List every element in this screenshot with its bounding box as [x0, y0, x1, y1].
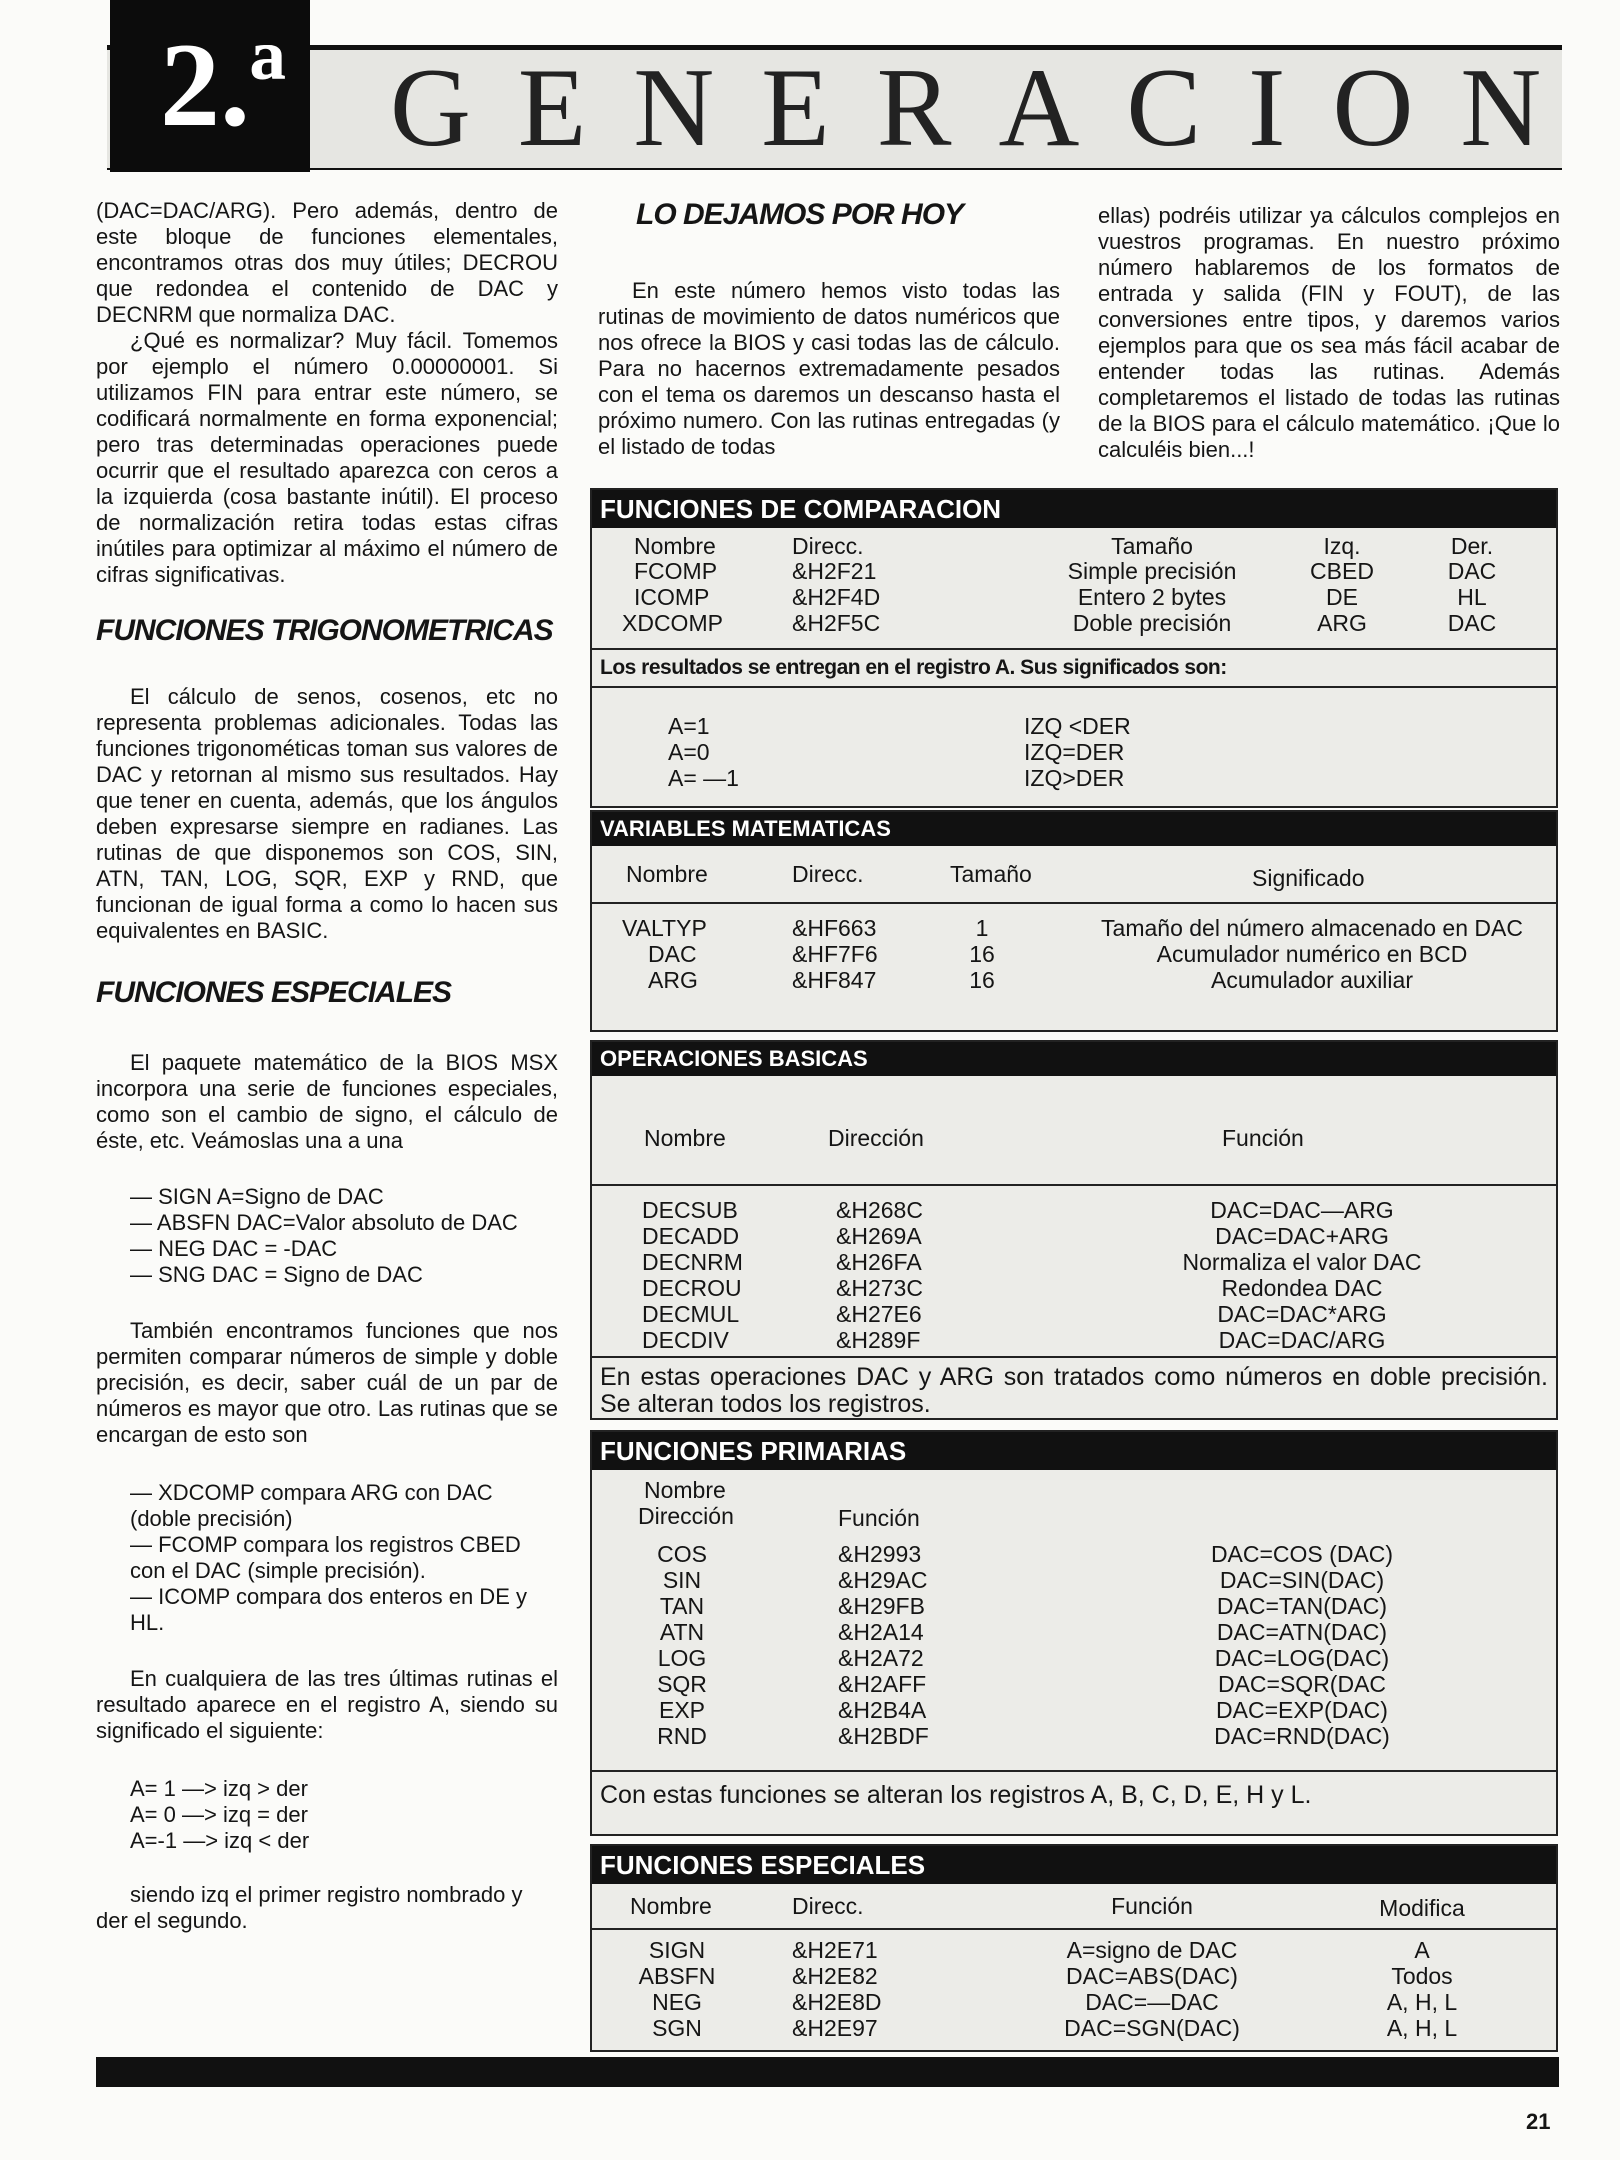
section-heading: FUNCIONES ESPECIALES — [96, 976, 452, 1009]
paragraph: El cálculo de senos, cosenos, etc no representa problemas adicionales. Todas las funciones trigonométicas toman sus valores de DAC y retornan al mismo sus resultados. Hay que tener en cuenta, además, que los ángulos deben expresarse siempre en radianes. Las rutinas de que disponemos son COS, SIN, ATN, TAN, LOG, SQR, EXP y RND, que funcionan de igual forma a como lo hacen sus equivalentes en BASIC. — [96, 684, 558, 943]
cell: VALTYP — [622, 915, 707, 941]
cell: 1 — [975, 915, 989, 941]
list-item: — ICOMP compara dos enteros en DE y HL. — [130, 1584, 527, 1635]
cell: &H2E71 — [792, 1937, 878, 1963]
basic-ops-table — [592, 1186, 1556, 1356]
variables-table — [592, 904, 1556, 1014]
cell: &H273C — [836, 1275, 923, 1301]
cell: DECADD — [642, 1223, 740, 1249]
cell: IZQ>DER — [1024, 765, 1125, 791]
cell: &H2E82 — [792, 1963, 878, 1989]
cell: A=1 — [668, 713, 710, 739]
cell: ARG — [648, 967, 698, 993]
primary-functions-table — [592, 1470, 1556, 1770]
cell: A= —1 — [668, 765, 739, 791]
cell: DAC — [1447, 558, 1497, 584]
comparison-table — [592, 528, 1556, 648]
cell: Todos — [1391, 1963, 1453, 1989]
box-note: Con estas funciones se alteran los registros A, B, C, D, E, H y L. — [600, 1781, 1312, 1809]
cell: &H2E8D — [792, 1989, 882, 2015]
cell: DAC=DAC+ARG — [1215, 1223, 1389, 1249]
col-header: Dirección — [828, 1125, 924, 1151]
header-title: GENERACION — [390, 46, 1589, 170]
list-item: — FCOMP compara los registros CBED con el DAC (simple precisión). — [130, 1532, 521, 1583]
cell: A=0 — [668, 739, 710, 765]
paragraph: En cualquiera de las tres últimas rutinas el resultado aparece en el registro A, siendo su significado el siguiente: — [96, 1666, 558, 1743]
paragraph: En este número hemos visto todas las rutinas de movimiento de datos numéricos que nos ofrece la BIOS y casi todas las de cálculo. Para no hacernos extremadamente pesados con el tema os daremos un descanso hasta el próximo numero. Con las rutinas entregadas (y el listado de todas — [598, 278, 1060, 459]
cell: DAC=LOG(DAC) — [1214, 1645, 1390, 1671]
cell: NEG — [652, 1989, 702, 2015]
col-header: Nombre — [630, 1893, 712, 1919]
box-title: FUNCIONES DE COMPARACION — [592, 490, 1556, 528]
paragraph: También encontramos funciones que nos permiten comparar números de simple y doble precisión, es decir, saber cuál de un par de números es mayor que otro. Las rutinas que se encargan de esto son — [96, 1318, 558, 1447]
cell: Doble precisión — [1072, 610, 1232, 636]
col-header: Der. — [1450, 533, 1494, 559]
cell: DAC=SQR(DAC — [1217, 1671, 1387, 1697]
variables-box — [590, 810, 1558, 1032]
cell: ABSFN — [638, 1963, 716, 1989]
function-list — [96, 1184, 558, 1288]
cell: &H2A14 — [838, 1619, 924, 1645]
col-header: Direcc. — [792, 861, 864, 887]
cell: &H269A — [836, 1223, 922, 1249]
cell: DECMUL — [642, 1301, 740, 1327]
cell: &H29FB — [838, 1593, 925, 1619]
footer-bar — [96, 2057, 1559, 2087]
result-list — [96, 1776, 558, 1854]
cell: &HF847 — [792, 967, 877, 993]
box-title: OPERACIONES BASICAS — [592, 1042, 1556, 1076]
cell: SGN — [652, 2015, 702, 2041]
list-item: — XDCOMP compara ARG con DAC (doble precisión) — [130, 1480, 493, 1531]
cell: DE — [1326, 584, 1358, 610]
cell: SIN — [662, 1567, 702, 1593]
col-header: Función — [838, 1505, 920, 1531]
cell: &H289F — [836, 1327, 921, 1353]
basic-ops-header — [592, 1076, 1556, 1184]
primary-functions-box — [590, 1430, 1558, 1836]
cell: Acumulador auxiliar — [1211, 967, 1413, 993]
list-item: — NEG DAC = -DAC — [130, 1236, 338, 1261]
special-functions-header — [592, 1884, 1556, 1928]
cell: DAC=—DAC — [1085, 1989, 1219, 2015]
cell: DAC=ATN(DAC) — [1216, 1619, 1388, 1645]
box-note: En estas operaciones DAC y ARG son tratados como números en doble precisión. Se alteran todos los registros. — [600, 1363, 1548, 1418]
cell: EXP — [658, 1697, 706, 1723]
cell: &HF7F6 — [792, 941, 878, 967]
paragraph: (DAC=DAC/ARG). Pero además, dentro de este bloque de funciones elementales, encontramos otras dos muy útiles; DECROU que redondea el contenido de DAC y DECNRM que normaliza DAC. — [96, 198, 558, 327]
cell: HL — [1457, 584, 1487, 610]
left-column — [96, 198, 558, 1960]
cell: Entero 2 bytes — [1077, 584, 1227, 610]
cell: ICOMP — [634, 584, 710, 610]
col-header: Significado — [1252, 865, 1365, 891]
section-heading: FUNCIONES TRIGONOMETRICAS — [96, 614, 553, 647]
result-table — [592, 688, 1556, 791]
cell: Normaliza el valor DAC — [1182, 1249, 1422, 1275]
paragraph: El paquete matemático de la BIOS MSX incorpora una serie de funciones especiales, como son el cambio de signo, el cálculo de éste, etc. Veámoslas una a una — [96, 1050, 558, 1153]
paragraph: ellas) podréis utilizar ya cálculos complejos en vuestros programas. En nuestro próximo número hablaremos de los formatos de entrada y salida (FIN y FOUT), de las conversiones entre tipos, y daremos varios ejemplos para que os sea más fácil acabar de entender todas las rutinas. Además completaremos el listado de todas las rutinas de la BIOS para el cálculo matemático. ¡Que lo calculéis bien...! — [1098, 203, 1560, 462]
cell: DECNRM — [642, 1249, 743, 1275]
middle-column — [598, 198, 1060, 486]
cell: SIGN — [648, 1937, 706, 1963]
cell: A, H, L — [1386, 2015, 1458, 2041]
cell: &H2F5C — [792, 610, 881, 636]
cell: ARG — [1317, 610, 1367, 636]
cell: &H26FA — [836, 1249, 922, 1275]
cell: &HF663 — [792, 915, 877, 941]
box-subtitle: Los resultados se entregan en el registro A. Sus significados son: — [600, 656, 1227, 679]
cell: TAN — [659, 1593, 705, 1619]
cell: LOG — [657, 1645, 707, 1671]
cell: DAC=DAC/ARG — [1218, 1327, 1386, 1353]
cell: A, H, L — [1386, 1989, 1458, 2015]
comparison-box — [590, 488, 1558, 808]
page-number: 21 — [1526, 2109, 1551, 2134]
list-item: A=-1 —> izq < der — [130, 1828, 310, 1853]
special-functions-table — [592, 1930, 1556, 2048]
cell: A=signo de DAC — [1066, 1937, 1238, 1963]
cell: &H2A72 — [838, 1645, 924, 1671]
list-item: — ABSFN DAC=Valor absoluto de DAC — [130, 1210, 518, 1235]
badge-text: 2.ª — [160, 18, 286, 151]
cell: DECSUB — [642, 1197, 738, 1223]
col-header: Tamaño — [1111, 533, 1193, 559]
box-title: VARIABLES MATEMATICAS — [592, 812, 1556, 846]
cell: 16 — [969, 967, 995, 993]
cell: DAC — [1447, 610, 1497, 636]
cell: DECDIV — [642, 1327, 729, 1353]
list-item: A= 0 —> izq = der — [130, 1802, 308, 1827]
variables-header — [592, 846, 1556, 902]
box-title: FUNCIONES ESPECIALES — [592, 1846, 1556, 1884]
basic-ops-box — [590, 1040, 1558, 1420]
cell: 16 — [969, 941, 995, 967]
cell: DAC=RND(DAC) — [1214, 1723, 1390, 1749]
col-header: Izq. — [1323, 533, 1361, 559]
generation-badge — [110, 0, 310, 172]
col-header: Nombre — [644, 1125, 726, 1151]
section-heading: LO DEJAMOS POR HOY — [636, 198, 964, 231]
cell: CBED — [1310, 558, 1374, 584]
cell: &H268C — [836, 1197, 923, 1223]
col-header: Nombre — [644, 1477, 726, 1503]
right-column — [1098, 203, 1560, 489]
col-header: Función — [1222, 1125, 1304, 1151]
cell: A — [1414, 1937, 1430, 1963]
cell: DAC — [648, 941, 697, 967]
col-header: Dirección — [638, 1503, 734, 1529]
list-item: — SNG DAC = Signo de DAC — [130, 1262, 423, 1287]
cell: Redondea DAC — [1221, 1275, 1383, 1301]
cell: DAC=SIN(DAC) — [1219, 1567, 1385, 1593]
cell: DAC=COS (DAC) — [1210, 1541, 1394, 1567]
col-header: Nombre — [634, 533, 716, 559]
col-header: Direcc. — [792, 1893, 864, 1919]
cell: &H29AC — [838, 1567, 928, 1593]
cell: DAC=TAN(DAC) — [1216, 1593, 1388, 1619]
cell: ATN — [659, 1619, 705, 1645]
cell: &H2E97 — [792, 2015, 878, 2041]
special-functions-box — [590, 1844, 1558, 2052]
cell: IZQ <DER — [1024, 713, 1131, 739]
box-title: FUNCIONES PRIMARIAS — [592, 1432, 1556, 1470]
cell: COS — [657, 1541, 707, 1567]
col-header: Direcc. — [792, 533, 864, 559]
cell: RND — [657, 1723, 707, 1749]
cell: Simple precisión — [1067, 558, 1237, 584]
col-header: Función — [1111, 1893, 1193, 1919]
col-header: Nombre — [626, 861, 708, 887]
cell: IZQ=DER — [1024, 739, 1125, 765]
cell: DAC=DAC—ARG — [1210, 1197, 1394, 1223]
cell: &H2993 — [838, 1541, 922, 1567]
cell: DAC=DAC*ARG — [1217, 1301, 1387, 1327]
cell: Tamaño del número almacenado en DAC — [1101, 915, 1523, 941]
cell: &H2AFF — [838, 1671, 927, 1697]
cell: DAC=EXP(DAC) — [1216, 1697, 1388, 1723]
list-item: A= 1 —> izq > der — [130, 1776, 308, 1801]
cell: DAC=ABS(DAC) — [1066, 1963, 1238, 1989]
cell: SQR — [657, 1671, 707, 1697]
paragraph: siendo izq el primer registro nombrado y der el segundo. — [96, 1882, 523, 1933]
paragraph: ¿Qué es normalizar? Muy fácil. Tomemos por ejemplo el número 0.00000001. Si utilizamos FIN para entrar este número, se codificará normalmente en forma exponencial; pero tras determinadas operaciones puede ocurrir que el resultado aparezca con ceros a la izquierda (cosa bastante inútil). El proceso de normalización retira todas estas cifras inútiles para optimizar al máximo el número de cifras significativas. — [96, 328, 558, 587]
cell: &H2F21 — [792, 558, 877, 584]
cell: &H2BDF — [838, 1723, 929, 1749]
cell: DECROU — [642, 1275, 742, 1301]
cell: XDCOMP — [622, 610, 723, 636]
cell: &H2B4A — [838, 1697, 927, 1723]
cell: &H2F4D — [792, 584, 881, 610]
cell: DAC=SGN(DAC) — [1064, 2015, 1240, 2041]
list-item: — SIGN A=Signo de DAC — [130, 1184, 384, 1209]
cell: Acumulador numérico en BCD — [1156, 941, 1468, 967]
cell: &H27E6 — [836, 1301, 922, 1327]
col-header: Tamaño — [950, 861, 1032, 887]
cell: FCOMP — [634, 558, 718, 584]
compare-list — [96, 1480, 558, 1636]
col-header: Modifica — [1379, 1895, 1465, 1921]
